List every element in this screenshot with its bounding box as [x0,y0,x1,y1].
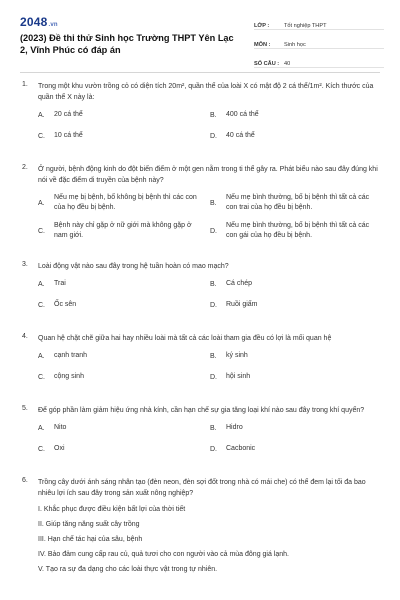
option-letter: D. [210,373,217,381]
option-text: 20 cá thể [54,111,83,118]
question-number: 3. [22,261,28,268]
option-text: Oxi [54,445,65,452]
question-number: 5. [22,405,28,412]
option-text: Cacbonic [226,445,256,452]
option-letter: C. [38,227,45,235]
option-d[interactable] [210,130,382,142]
option-c[interactable] [38,130,210,142]
option-text: cộng sinh [54,373,84,380]
option-letter: A. [38,424,45,432]
option-c[interactable] [38,443,210,455]
answer-options [38,278,382,320]
meta-row-class [254,14,384,30]
option-letter: D. [210,132,217,140]
question-text: Ở người, bệnh động kinh do đột biến điểm ở một gen nằm trong ti thể gây ra. Phát biểu nào sau đây đúng khi nói về đặc điểm di truyền của bệnh này? [38,166,378,184]
option-a[interactable] [38,422,210,434]
option-letter: D. [210,227,217,235]
answer-options [38,422,382,464]
question-1 [0,81,400,151]
meta-label: LỚP : [254,23,270,29]
statement-item: III. Hạn chế tác hại của sâu, bệnh [38,536,143,543]
meta-row-count [254,52,384,68]
option-letter: A. [38,111,45,119]
statement-item: I. Khắc phục được điều kiện bất lợi của thời tiết [38,506,186,513]
statement-item: V. Tạo ra sự đa dạng cho các loài thực vật trong tự nhiên. [38,566,218,573]
option-letter: A. [38,199,45,207]
exam-meta [254,14,384,71]
logo-tld: .vn [48,22,58,28]
meta-label: SỐ CÂU : [254,61,280,67]
option-letter: B. [210,352,217,360]
option-text: Ruồi giấm [226,301,258,308]
option-text: Trai [54,280,66,287]
option-text: Hidro [226,424,243,431]
site-logo[interactable] [20,15,58,29]
statement-list [38,505,382,574]
question-list [0,73,400,574]
option-d[interactable] [210,443,382,455]
option-b[interactable] [210,350,382,362]
question-6 [0,477,400,574]
option-letter: B. [210,424,217,432]
option-text: Nếu mẹ bị bệnh, bố không bị bệnh thì các con của họ đều bị bệnh. [54,194,197,211]
option-b[interactable] [210,422,382,434]
question-3 [0,261,400,320]
option-letter: A. [38,352,45,360]
option-b[interactable] [210,192,382,214]
option-text: Nếu mẹ bình thường, bố bị bệnh thì tất cả các con trai của họ đều bị bệnh. [226,194,370,211]
question-2 [0,164,400,248]
meta-value: Tốt nghiệp THPT [284,23,327,29]
option-letter: C. [38,301,45,309]
option-c[interactable] [38,220,210,242]
question-text: Để góp phần làm giảm hiệu ứng nhà kính, cần hạn chế sự gia tăng loại khí nào sau đây trong khí quyển? [38,407,365,414]
option-text: Nếu mẹ bình thường, bố bị bệnh thì tất cả các con gái của họ đều bị bệnh. [226,222,370,239]
option-text: cạnh tranh [54,352,88,359]
option-c[interactable] [38,299,210,311]
option-text: 400 cá thể [226,111,259,118]
option-a[interactable] [38,109,210,121]
question-number: 2. [22,164,28,171]
meta-value: 40 [284,61,291,67]
option-letter: A. [38,280,45,288]
option-text: hội sinh [226,373,251,380]
option-letter: D. [210,445,217,453]
answer-options [38,350,382,392]
meta-row-subject [254,33,384,49]
option-d[interactable] [210,371,382,383]
question-4 [0,333,400,392]
option-d[interactable] [210,220,382,242]
option-d[interactable] [210,299,382,311]
option-text: Cá chép [226,280,253,287]
meta-label: MÔN : [254,42,271,48]
option-c[interactable] [38,371,210,383]
question-text: Trồng cây dưới ánh sáng nhân tạo (đèn neon, đèn sợi đốt trong nhà có mái che) có thể đem lại tối đa bao nhiêu lợi ích sau đây trong sản xuất nông nghiệp? [38,479,366,497]
answer-options [38,109,382,151]
option-a[interactable] [38,278,210,290]
statement-item: IV. Bảo đảm cung cấp rau củ, quả tươi cho con người vào cả mùa đông giá lạnh. [38,551,290,558]
option-letter: B. [210,280,217,288]
answer-options [38,192,382,248]
exam-title: (2023) Đề thi thử Sinh học Trường THPT Yên Lạc 2, Vĩnh Phúc có đáp án [20,33,234,55]
statement-item: II. Giúp tăng năng suất cây trồng [38,521,140,528]
option-a[interactable] [38,192,210,214]
exam-header [0,0,400,72]
question-5 [0,405,400,464]
logo-text: 2048 [20,15,48,29]
option-letter: C. [38,373,45,381]
option-text: 40 cá thể [226,132,255,139]
option-b[interactable] [210,278,382,290]
question-text: Quan hệ chặt chẽ giữa hai hay nhiều loài mà tất cả các loài tham gia đều có lợi là mối quan hệ [38,335,332,342]
option-text: Nito [54,424,67,431]
option-b[interactable] [210,109,382,121]
option-letter: B. [210,199,217,207]
option-text: ký sinh [226,352,248,359]
meta-value: Sinh học [284,42,306,48]
option-letter: C. [38,445,45,453]
option-text: Ốc sên [54,301,77,308]
option-text: Bệnh này chỉ gặp ở nữ giới mà không gặp ở nam giới. [54,222,192,239]
question-number: 4. [22,333,28,340]
question-number: 1. [22,81,28,88]
question-number: 6. [22,477,28,484]
question-text: Trong một khu vườn trồng cỏ có diện tích 20m², quần thể của loài X có mật độ 2 cá thể/1m². Kích thước của quần thể X này là: [38,83,374,101]
option-letter: D. [210,301,217,309]
question-text: Loài động vật nào sau đây trong hệ tuần hoàn có mao mạch? [38,263,229,270]
option-letter: C. [38,132,45,140]
option-a[interactable] [38,350,210,362]
option-letter: B. [210,111,217,119]
option-text: 10 cá thể [54,132,83,139]
